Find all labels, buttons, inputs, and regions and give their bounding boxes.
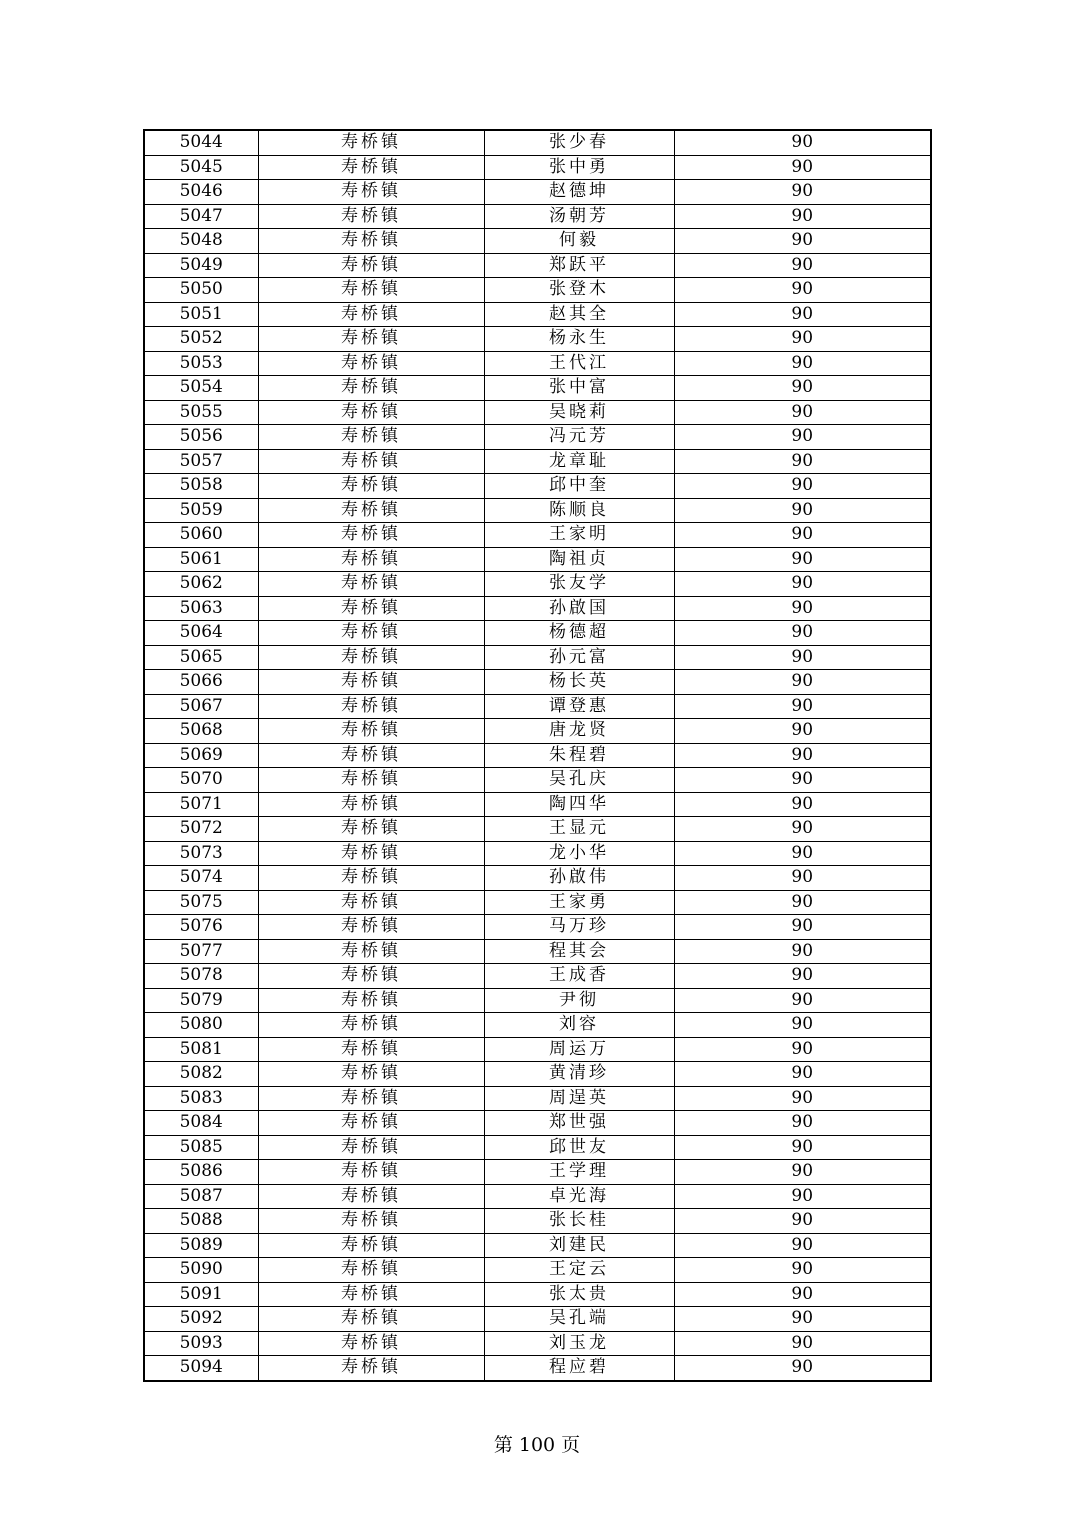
- cell-town: 寿桥镇: [258, 964, 484, 989]
- cell-amount: 90: [674, 645, 931, 670]
- table-row: [144, 841, 931, 866]
- table-row: [144, 180, 931, 205]
- table-row: [144, 645, 931, 670]
- cell-number: 5060: [144, 523, 258, 548]
- cell-amount: 90: [674, 1331, 931, 1356]
- table-row: [144, 523, 931, 548]
- cell-amount: 90: [674, 1160, 931, 1185]
- cell-name: 刘容: [484, 1013, 674, 1038]
- cell-number: 5063: [144, 596, 258, 621]
- table-row: [144, 302, 931, 327]
- table-row: [144, 1160, 931, 1185]
- cell-number: 5050: [144, 278, 258, 303]
- table-row: [144, 449, 931, 474]
- cell-number: 5052: [144, 327, 258, 352]
- cell-town: 寿桥镇: [258, 1184, 484, 1209]
- table-row: [144, 1037, 931, 1062]
- cell-number: 5084: [144, 1111, 258, 1136]
- cell-town: 寿桥镇: [258, 204, 484, 229]
- table-row: [144, 596, 931, 621]
- cell-town: 寿桥镇: [258, 1307, 484, 1332]
- cell-town: 寿桥镇: [258, 351, 484, 376]
- cell-name: 王显元: [484, 817, 674, 842]
- cell-town: 寿桥镇: [258, 572, 484, 597]
- table-row: [144, 425, 931, 450]
- cell-name: 谭登惠: [484, 694, 674, 719]
- cell-amount: 90: [674, 817, 931, 842]
- cell-number: 5081: [144, 1037, 258, 1062]
- cell-number: 5047: [144, 204, 258, 229]
- cell-name: 杨德超: [484, 621, 674, 646]
- table-row: [144, 376, 931, 401]
- cell-number: 5051: [144, 302, 258, 327]
- cell-town: 寿桥镇: [258, 302, 484, 327]
- cell-town: 寿桥镇: [258, 915, 484, 940]
- cell-number: 5048: [144, 229, 258, 254]
- cell-number: 5061: [144, 547, 258, 572]
- table-row: [144, 621, 931, 646]
- cell-amount: 90: [674, 1135, 931, 1160]
- cell-amount: 90: [674, 498, 931, 523]
- table-row: [144, 1013, 931, 1038]
- cell-amount: 90: [674, 302, 931, 327]
- cell-town: 寿桥镇: [258, 939, 484, 964]
- cell-name: 吴孔庆: [484, 768, 674, 793]
- cell-name: 刘建民: [484, 1233, 674, 1258]
- table-row: [144, 1111, 931, 1136]
- cell-name: 黄清珍: [484, 1062, 674, 1087]
- cell-number: 5076: [144, 915, 258, 940]
- cell-amount: 90: [674, 768, 931, 793]
- cell-town: 寿桥镇: [258, 1062, 484, 1087]
- cell-town: 寿桥镇: [258, 1282, 484, 1307]
- page-number: 第 100 页: [493, 1434, 581, 1456]
- table-row: [144, 547, 931, 572]
- cell-name: 吴晓莉: [484, 400, 674, 425]
- cell-town: 寿桥镇: [258, 670, 484, 695]
- table-row: [144, 743, 931, 768]
- table-row: [144, 915, 931, 940]
- cell-town: 寿桥镇: [258, 400, 484, 425]
- table-row: [144, 327, 931, 352]
- cell-name: 龙小华: [484, 841, 674, 866]
- cell-name: 孙啟伟: [484, 866, 674, 891]
- cell-number: 5045: [144, 155, 258, 180]
- cell-town: 寿桥镇: [258, 1037, 484, 1062]
- cell-number: 5059: [144, 498, 258, 523]
- table-row: [144, 474, 931, 499]
- table-row: [144, 1356, 931, 1381]
- table-row: [144, 400, 931, 425]
- table-row: [144, 253, 931, 278]
- table-row: [144, 498, 931, 523]
- cell-amount: 90: [674, 1013, 931, 1038]
- cell-name: 邱中奎: [484, 474, 674, 499]
- cell-number: 5077: [144, 939, 258, 964]
- table-row: [144, 768, 931, 793]
- cell-number: 5067: [144, 694, 258, 719]
- cell-number: 5054: [144, 376, 258, 401]
- cell-town: 寿桥镇: [258, 1233, 484, 1258]
- cell-name: 尹彻: [484, 988, 674, 1013]
- cell-name: 孙元富: [484, 645, 674, 670]
- cell-town: 寿桥镇: [258, 694, 484, 719]
- table-row: [144, 130, 931, 155]
- cell-number: 5064: [144, 621, 258, 646]
- cell-name: 张中勇: [484, 155, 674, 180]
- cell-name: 马万珍: [484, 915, 674, 940]
- cell-town: 寿桥镇: [258, 841, 484, 866]
- cell-town: 寿桥镇: [258, 866, 484, 891]
- table-row: [144, 351, 931, 376]
- cell-town: 寿桥镇: [258, 155, 484, 180]
- cell-name: 王学理: [484, 1160, 674, 1185]
- cell-amount: 90: [674, 1184, 931, 1209]
- cell-town: 寿桥镇: [258, 376, 484, 401]
- cell-name: 张中富: [484, 376, 674, 401]
- cell-amount: 90: [674, 130, 931, 155]
- cell-amount: 90: [674, 670, 931, 695]
- table-row: [144, 1331, 931, 1356]
- cell-number: 5088: [144, 1209, 258, 1234]
- table-row: [144, 278, 931, 303]
- cell-name: 周逞英: [484, 1086, 674, 1111]
- cell-number: 5066: [144, 670, 258, 695]
- cell-number: 5062: [144, 572, 258, 597]
- roster-body: [144, 130, 931, 1381]
- cell-number: 5053: [144, 351, 258, 376]
- cell-town: 寿桥镇: [258, 645, 484, 670]
- cell-number: 5082: [144, 1062, 258, 1087]
- cell-name: 陶祖贞: [484, 547, 674, 572]
- table-row: [144, 670, 931, 695]
- cell-amount: 90: [674, 694, 931, 719]
- cell-amount: 90: [674, 621, 931, 646]
- cell-name: 王代江: [484, 351, 674, 376]
- cell-amount: 90: [674, 964, 931, 989]
- cell-amount: 90: [674, 866, 931, 891]
- cell-number: 5070: [144, 768, 258, 793]
- cell-amount: 90: [674, 155, 931, 180]
- table-row: [144, 792, 931, 817]
- table-row: [144, 204, 931, 229]
- cell-name: 杨永生: [484, 327, 674, 352]
- cell-number: 5079: [144, 988, 258, 1013]
- table-row: [144, 939, 931, 964]
- cell-amount: 90: [674, 523, 931, 548]
- cell-amount: 90: [674, 572, 931, 597]
- cell-amount: 90: [674, 547, 931, 572]
- cell-town: 寿桥镇: [258, 474, 484, 499]
- cell-number: 5086: [144, 1160, 258, 1185]
- cell-town: 寿桥镇: [258, 890, 484, 915]
- cell-name: 王家勇: [484, 890, 674, 915]
- cell-amount: 90: [674, 915, 931, 940]
- cell-town: 寿桥镇: [258, 1086, 484, 1111]
- roster-table: [143, 129, 932, 1382]
- table-row: [144, 1209, 931, 1234]
- cell-town: 寿桥镇: [258, 792, 484, 817]
- cell-number: 5069: [144, 743, 258, 768]
- cell-number: 5083: [144, 1086, 258, 1111]
- table-row: [144, 1062, 931, 1087]
- table-row: [144, 1282, 931, 1307]
- cell-name: 孙啟国: [484, 596, 674, 621]
- table-row: [144, 1086, 931, 1111]
- table-row: [144, 964, 931, 989]
- cell-number: 5065: [144, 645, 258, 670]
- cell-amount: 90: [674, 596, 931, 621]
- table-row: [144, 1184, 931, 1209]
- cell-name: 陶四华: [484, 792, 674, 817]
- cell-number: 5057: [144, 449, 258, 474]
- cell-town: 寿桥镇: [258, 1111, 484, 1136]
- cell-town: 寿桥镇: [258, 180, 484, 205]
- cell-amount: 90: [674, 351, 931, 376]
- cell-number: 5094: [144, 1356, 258, 1381]
- table-row: [144, 817, 931, 842]
- cell-amount: 90: [674, 1282, 931, 1307]
- cell-town: 寿桥镇: [258, 547, 484, 572]
- cell-amount: 90: [674, 474, 931, 499]
- cell-number: 5093: [144, 1331, 258, 1356]
- cell-number: 5087: [144, 1184, 258, 1209]
- cell-town: 寿桥镇: [258, 498, 484, 523]
- cell-amount: 90: [674, 253, 931, 278]
- cell-name: 邱世友: [484, 1135, 674, 1160]
- cell-name: 刘玉龙: [484, 1331, 674, 1356]
- cell-name: 何毅: [484, 229, 674, 254]
- cell-number: 5074: [144, 866, 258, 891]
- cell-town: 寿桥镇: [258, 1160, 484, 1185]
- table-row: [144, 155, 931, 180]
- table-row: [144, 1258, 931, 1283]
- cell-name: 王成香: [484, 964, 674, 989]
- cell-amount: 90: [674, 425, 931, 450]
- cell-number: 5090: [144, 1258, 258, 1283]
- cell-town: 寿桥镇: [258, 817, 484, 842]
- table-row: [144, 229, 931, 254]
- cell-number: 5073: [144, 841, 258, 866]
- cell-number: 5080: [144, 1013, 258, 1038]
- cell-amount: 90: [674, 180, 931, 205]
- table-row: [144, 1307, 931, 1332]
- cell-amount: 90: [674, 1209, 931, 1234]
- cell-number: 5071: [144, 792, 258, 817]
- cell-town: 寿桥镇: [258, 1135, 484, 1160]
- cell-town: 寿桥镇: [258, 278, 484, 303]
- cell-town: 寿桥镇: [258, 523, 484, 548]
- cell-number: 5044: [144, 130, 258, 155]
- cell-amount: 90: [674, 1307, 931, 1332]
- cell-number: 5056: [144, 425, 258, 450]
- cell-amount: 90: [674, 229, 931, 254]
- cell-name: 汤朝芳: [484, 204, 674, 229]
- cell-amount: 90: [674, 1086, 931, 1111]
- cell-number: 5068: [144, 719, 258, 744]
- cell-name: 赵其全: [484, 302, 674, 327]
- table-row: [144, 866, 931, 891]
- cell-town: 寿桥镇: [258, 327, 484, 352]
- cell-amount: 90: [674, 400, 931, 425]
- cell-town: 寿桥镇: [258, 768, 484, 793]
- cell-name: 郑世强: [484, 1111, 674, 1136]
- cell-town: 寿桥镇: [258, 130, 484, 155]
- cell-amount: 90: [674, 792, 931, 817]
- cell-town: 寿桥镇: [258, 1013, 484, 1038]
- cell-amount: 90: [674, 1062, 931, 1087]
- cell-town: 寿桥镇: [258, 425, 484, 450]
- cell-name: 唐龙贤: [484, 719, 674, 744]
- cell-name: 张长桂: [484, 1209, 674, 1234]
- cell-amount: 90: [674, 1037, 931, 1062]
- cell-name: 赵德坤: [484, 180, 674, 205]
- table-row: [144, 572, 931, 597]
- cell-number: 5085: [144, 1135, 258, 1160]
- cell-name: 程应碧: [484, 1356, 674, 1381]
- cell-amount: 90: [674, 1258, 931, 1283]
- cell-town: 寿桥镇: [258, 253, 484, 278]
- cell-number: 5092: [144, 1307, 258, 1332]
- cell-town: 寿桥镇: [258, 596, 484, 621]
- cell-name: 张友学: [484, 572, 674, 597]
- cell-name: 杨长英: [484, 670, 674, 695]
- cell-name: 程其会: [484, 939, 674, 964]
- cell-number: 5046: [144, 180, 258, 205]
- cell-amount: 90: [674, 719, 931, 744]
- cell-town: 寿桥镇: [258, 988, 484, 1013]
- cell-amount: 90: [674, 988, 931, 1013]
- cell-amount: 90: [674, 1233, 931, 1258]
- cell-name: 龙章耻: [484, 449, 674, 474]
- cell-amount: 90: [674, 1111, 931, 1136]
- cell-town: 寿桥镇: [258, 229, 484, 254]
- cell-name: 卓光海: [484, 1184, 674, 1209]
- cell-name: 陈顺良: [484, 498, 674, 523]
- cell-name: 郑跃平: [484, 253, 674, 278]
- cell-amount: 90: [674, 1356, 931, 1381]
- table-row: [144, 988, 931, 1013]
- cell-name: 吴孔端: [484, 1307, 674, 1332]
- table-row: [144, 719, 931, 744]
- cell-number: 5049: [144, 253, 258, 278]
- cell-amount: 90: [674, 449, 931, 474]
- cell-amount: 90: [674, 939, 931, 964]
- cell-town: 寿桥镇: [258, 719, 484, 744]
- cell-name: 王家明: [484, 523, 674, 548]
- cell-name: 张少春: [484, 130, 674, 155]
- cell-number: 5075: [144, 890, 258, 915]
- cell-town: 寿桥镇: [258, 1356, 484, 1381]
- cell-number: 5055: [144, 400, 258, 425]
- cell-amount: 90: [674, 327, 931, 352]
- cell-number: 5091: [144, 1282, 258, 1307]
- cell-town: 寿桥镇: [258, 1209, 484, 1234]
- table-row: [144, 694, 931, 719]
- cell-town: 寿桥镇: [258, 621, 484, 646]
- cell-number: 5078: [144, 964, 258, 989]
- cell-amount: 90: [674, 376, 931, 401]
- cell-number: 5089: [144, 1233, 258, 1258]
- cell-town: 寿桥镇: [258, 1258, 484, 1283]
- cell-town: 寿桥镇: [258, 449, 484, 474]
- cell-town: 寿桥镇: [258, 1331, 484, 1356]
- cell-name: 朱程碧: [484, 743, 674, 768]
- cell-amount: 90: [674, 841, 931, 866]
- cell-name: 张登木: [484, 278, 674, 303]
- table-row: [144, 1135, 931, 1160]
- cell-amount: 90: [674, 890, 931, 915]
- cell-name: 周运万: [484, 1037, 674, 1062]
- cell-number: 5072: [144, 817, 258, 842]
- cell-town: 寿桥镇: [258, 743, 484, 768]
- cell-name: 张太贵: [484, 1282, 674, 1307]
- cell-amount: 90: [674, 743, 931, 768]
- cell-number: 5058: [144, 474, 258, 499]
- cell-name: 冯元芳: [484, 425, 674, 450]
- table-row: [144, 890, 931, 915]
- cell-amount: 90: [674, 204, 931, 229]
- cell-name: 王定云: [484, 1258, 674, 1283]
- table-row: [144, 1233, 931, 1258]
- cell-amount: 90: [674, 278, 931, 303]
